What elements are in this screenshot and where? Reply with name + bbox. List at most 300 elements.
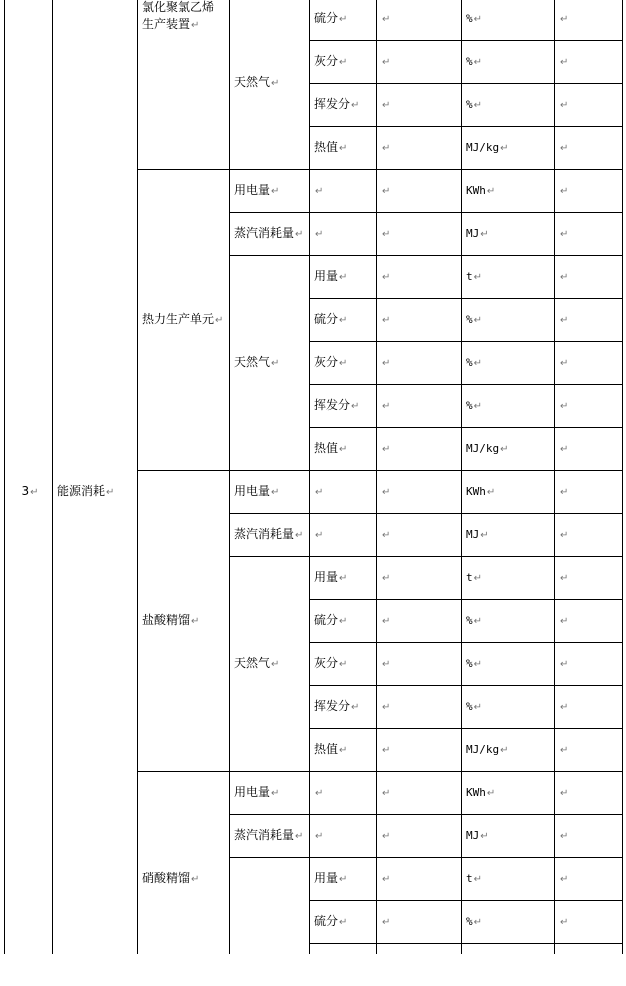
paragraph-mark: ↵ [560,56,569,68]
unit-cell-text: % [466,11,473,25]
param-label [314,384,375,427]
param-label [314,40,375,83]
value-cell-line [314,225,323,243]
value-cell-line [559,827,568,845]
unit-name-line [142,16,214,34]
value-cell-line [381,913,390,931]
value-cell-line [381,139,390,157]
unit-cell [466,0,553,40]
value-cell-line [559,913,568,931]
value-cell [381,857,460,900]
unit-cell-line [466,569,482,587]
value-cell [381,470,460,513]
value-cell [559,900,621,943]
paragraph-mark: ↵ [473,572,483,584]
unit-cell-line [466,53,482,71]
paragraph-mark: ↵ [215,314,224,326]
unit-cell [466,298,553,341]
value-cell [559,685,621,728]
value-cell-line [381,612,390,630]
paragraph-mark: ↵ [473,615,483,627]
paragraph-mark: ↵ [473,56,483,68]
value-cell [559,728,621,771]
item-label-text: 蒸汽消耗量 [234,827,295,842]
paragraph-mark: ↵ [295,228,304,240]
value-cell-line [559,526,568,544]
value-cell [314,169,375,212]
paragraph-mark: ↵ [351,99,360,111]
unit-cell [466,599,553,642]
value-cell-line [381,784,390,802]
paragraph-mark: ↵ [191,615,200,627]
paragraph-mark: ↵ [560,873,569,885]
unit-cell-line [466,268,482,286]
param-label-line [314,913,347,931]
param-label-text: 硫分 [314,612,339,627]
paragraph-mark: ↵ [339,314,348,326]
unit-cell-text: % [466,398,473,412]
param-label-text: 热值 [314,741,339,756]
paragraph-mark: ↵ [339,443,348,455]
paragraph-mark: ↵ [382,701,391,713]
unit-cell-text: % [466,54,473,68]
paragraph-mark: ↵ [382,486,391,498]
unit-name-text: 氯化聚氯乙烯 [142,0,215,14]
column-border [622,0,623,954]
value-cell [559,255,621,298]
value-cell-line [381,870,390,888]
item-label-text: 蒸汽消耗量 [234,225,295,240]
fuel-name-line [234,655,279,673]
value-cell-line [381,354,390,372]
paragraph-mark: ↵ [30,486,39,498]
value-cell [559,470,621,513]
param-label [314,83,375,126]
unit-cell-text: % [466,656,473,670]
param-label-line [314,870,347,888]
unit-cell-text: MJ/kg [466,140,500,154]
paragraph-mark: ↵ [382,572,391,584]
value-cell-line [559,225,568,243]
paragraph-mark: ↵ [560,658,569,670]
column-border [4,0,5,954]
param-label [314,857,375,900]
item-number-text: 3 [21,483,30,498]
value-cell-line [381,827,390,845]
paragraph-mark: ↵ [339,916,348,928]
unit-cell-line [466,741,509,759]
value-cell [381,900,460,943]
paragraph-mark: ↵ [382,99,391,111]
paragraph-mark: ↵ [271,658,280,670]
paragraph-mark: ↵ [271,486,280,498]
unit-cell [466,556,553,599]
paragraph-mark: ↵ [560,744,569,756]
item-label-line [234,182,279,200]
item-number [9,0,51,986]
paragraph-mark: ↵ [382,873,391,885]
param-label-line [314,397,359,415]
unit-cell-line [466,827,489,845]
value-cell [381,212,460,255]
paragraph-mark: ↵ [486,185,496,197]
paragraph-mark: ↵ [339,56,348,68]
unit-name-line [142,870,199,888]
paragraph-mark: ↵ [339,572,348,584]
value-cell [381,685,460,728]
paragraph-mark: ↵ [473,13,483,25]
paragraph-mark: ↵ [382,271,391,283]
unit-cell-text: % [466,613,473,627]
value-cell-line [559,483,568,501]
paragraph-mark: ↵ [382,142,391,154]
paragraph-mark: ↵ [560,400,569,412]
unit-cell-line [466,182,495,200]
fuel-name-text: 天然气 [234,655,271,670]
param-label [314,341,375,384]
value-cell-line [381,268,390,286]
value-cell-line [559,784,568,802]
param-label [314,556,375,599]
value-cell [381,599,460,642]
item-number-line [21,483,38,501]
paragraph-mark: ↵ [560,529,569,541]
param-label-text: 用量 [314,268,339,283]
param-label-line [314,53,347,71]
value-cell [381,169,460,212]
unit-name-line [142,0,214,16]
column-border [52,0,53,954]
paragraph-mark: ↵ [560,916,569,928]
value-cell [559,814,621,857]
column-border [461,0,462,954]
unit-cell [466,255,553,298]
param-label-line [314,440,347,458]
value-cell [559,212,621,255]
unit-cell-text: % [466,355,473,369]
unit-cell-line [466,96,482,114]
paragraph-mark: ↵ [560,357,569,369]
value-cell [314,771,375,814]
value-cell-line [381,225,390,243]
value-cell [381,513,460,556]
unit-cell-text: % [466,699,473,713]
param-label [314,900,375,943]
value-cell [381,771,460,814]
value-cell [559,556,621,599]
paragraph-mark: ↵ [315,185,324,197]
item-label-line [234,225,303,243]
value-cell-line [381,569,390,587]
paragraph-mark: ↵ [480,830,489,842]
column-border [229,0,230,954]
unit-cell-line [466,913,482,931]
value-cell-line [559,741,568,759]
item-category [57,0,136,986]
paragraph-mark: ↵ [271,787,280,799]
paragraph-mark: ↵ [339,658,348,670]
fuel-name-text: 天然气 [234,75,271,90]
param-label-text: 灰分 [314,655,339,670]
paragraph-mark: ↵ [560,830,569,842]
paragraph-mark: ↵ [500,744,509,756]
param-label-line [314,10,347,28]
unit-cell [466,513,553,556]
paragraph-mark: ↵ [315,529,324,541]
paragraph-mark: ↵ [382,529,391,541]
unit-cell-line [466,225,489,243]
value-cell-line [314,483,323,501]
paragraph-mark: ↵ [271,185,280,197]
unit-name-line [142,311,223,329]
fuel-name [234,556,308,771]
paragraph-mark: ↵ [473,314,483,326]
paragraph-mark: ↵ [191,20,200,32]
unit-cell [466,341,553,384]
paragraph-mark: ↵ [473,916,483,928]
value-cell-line [559,698,568,716]
paragraph-mark: ↵ [339,142,348,154]
paragraph-mark: ↵ [315,830,324,842]
unit-cell-text: KWh [466,183,486,197]
paragraph-mark: ↵ [382,830,391,842]
paragraph-mark: ↵ [339,744,348,756]
unit-cell [466,728,553,771]
paragraph-mark: ↵ [382,787,391,799]
param-label [314,728,375,771]
param-label-line [314,612,347,630]
param-label-text: 挥发分 [314,698,351,713]
unit-cell-text: t [466,269,473,283]
unit-name-text: 盐酸精馏 [142,612,191,627]
value-cell [559,599,621,642]
paragraph-mark: ↵ [382,228,391,240]
unit-cell-line [466,526,489,544]
value-cell-line [381,655,390,673]
param-label [314,427,375,470]
item-label [234,513,308,556]
param-label-line [314,698,359,716]
value-cell [559,771,621,814]
value-cell-line [381,741,390,759]
unit-cell-line [466,397,482,415]
unit-name-line [142,612,199,630]
unit-name [142,0,228,169]
value-cell [559,857,621,900]
paragraph-mark: ↵ [560,185,569,197]
unit-cell [466,857,553,900]
fuel-name [234,0,308,169]
unit-cell-line [466,612,482,630]
value-cell-line [559,10,568,28]
unit-cell [466,40,553,83]
paragraph-mark: ↵ [560,13,569,25]
item-label-line [234,827,303,845]
value-cell-line [559,354,568,372]
paragraph-mark: ↵ [339,271,348,283]
paragraph-mark: ↵ [295,529,304,541]
value-cell [559,642,621,685]
paragraph-mark: ↵ [500,443,509,455]
value-cell [381,814,460,857]
paragraph-mark: ↵ [382,185,391,197]
value-cell-line [381,397,390,415]
value-cell-line [314,526,323,544]
value-cell [381,255,460,298]
param-label-text: 热值 [314,440,339,455]
param-label [314,0,375,40]
unit-cell-text: % [466,914,473,928]
value-cell-line [381,53,390,71]
paragraph-mark: ↵ [382,13,391,25]
param-label-line [314,268,347,286]
column-border [554,0,555,954]
paragraph-mark: ↵ [480,529,489,541]
paragraph-mark: ↵ [382,916,391,928]
paragraph-mark: ↵ [339,357,348,369]
value-cell-line [314,827,323,845]
value-cell [381,728,460,771]
param-label-text: 热值 [314,139,339,154]
value-cell [559,0,621,40]
value-cell-line [381,526,390,544]
unit-name-text: 硝酸精馏 [142,870,191,885]
paragraph-mark: ↵ [315,228,324,240]
param-label-line [314,96,359,114]
paragraph-mark: ↵ [382,357,391,369]
unit-name-text: 热力生产单元 [142,311,215,326]
value-cell-line [559,96,568,114]
paragraph-mark: ↵ [473,400,483,412]
unit-cell [466,212,553,255]
item-label [234,470,308,513]
value-cell-line [559,655,568,673]
paragraph-mark: ↵ [560,443,569,455]
value-cell [314,513,375,556]
unit-cell-line [466,784,495,802]
value-cell [314,814,375,857]
unit-name [142,169,228,470]
column-border [376,0,377,954]
column-border [137,0,138,954]
value-cell [314,212,375,255]
fuel-name-line [234,354,279,372]
value-cell-line [381,311,390,329]
value-cell [559,298,621,341]
value-cell-line [559,268,568,286]
param-label-text: 灰分 [314,354,339,369]
value-cell-line [559,311,568,329]
paragraph-mark: ↵ [382,443,391,455]
param-label-text: 灰分 [314,53,339,68]
param-label [314,642,375,685]
unit-cell-line [466,698,482,716]
paragraph-mark: ↵ [382,615,391,627]
paragraph-mark: ↵ [382,314,391,326]
param-label [314,126,375,169]
value-cell [559,427,621,470]
value-cell [559,169,621,212]
paragraph-mark: ↵ [560,615,569,627]
unit-cell-line [466,655,482,673]
item-label-line [234,784,279,802]
paragraph-mark: ↵ [560,228,569,240]
value-cell-line [559,397,568,415]
item-label [234,814,308,857]
value-cell-line [381,483,390,501]
param-label-line [314,655,347,673]
value-cell [381,427,460,470]
paragraph-mark: ↵ [191,873,200,885]
fuel-name-line [234,74,279,92]
item-label-line [234,526,303,544]
param-label [314,298,375,341]
unit-cell-line [466,870,482,888]
paragraph-mark: ↵ [473,701,483,713]
value-cell [314,470,375,513]
unit-cell [466,83,553,126]
paragraph-mark: ↵ [339,873,348,885]
paragraph-mark: ↵ [106,486,115,498]
paragraph-mark: ↵ [351,400,360,412]
value-cell-line [381,182,390,200]
paragraph-mark: ↵ [382,658,391,670]
paragraph-mark: ↵ [473,99,483,111]
unit-cell-text: MJ [466,226,480,240]
unit-cell [466,384,553,427]
fuel-name [234,255,308,470]
value-cell [559,341,621,384]
paragraph-mark: ↵ [315,787,324,799]
unit-cell-line [466,139,509,157]
unit-cell [466,900,553,943]
value-cell [381,341,460,384]
param-label [314,599,375,642]
paragraph-mark: ↵ [295,830,304,842]
value-cell [381,83,460,126]
value-cell [559,384,621,427]
param-label-line [314,354,347,372]
value-cell-line [559,612,568,630]
unit-cell-text: MJ/kg [466,742,500,756]
unit-cell [466,427,553,470]
item-label [234,212,308,255]
value-cell-line [559,870,568,888]
unit-cell [466,470,553,513]
paragraph-mark: ↵ [382,744,391,756]
value-cell [381,642,460,685]
paragraph-mark: ↵ [560,314,569,326]
paragraph-mark: ↵ [271,78,280,90]
item-label-text: 用电量 [234,483,271,498]
unit-cell-text: % [466,97,473,111]
param-label-text: 硫分 [314,10,339,25]
paragraph-mark: ↵ [560,271,569,283]
value-cell-line [559,569,568,587]
item-label [234,169,308,212]
item-label [234,771,308,814]
value-cell-line [559,53,568,71]
unit-cell-text: MJ [466,828,480,842]
item-category-text: 能源消耗 [57,483,106,498]
value-cell-line [559,182,568,200]
value-cell-line [381,96,390,114]
param-label-line [314,741,347,759]
param-label-text: 挥发分 [314,397,351,412]
item-label-text: 蒸汽消耗量 [234,526,295,541]
value-cell-line [559,440,568,458]
param-label-line [314,311,347,329]
